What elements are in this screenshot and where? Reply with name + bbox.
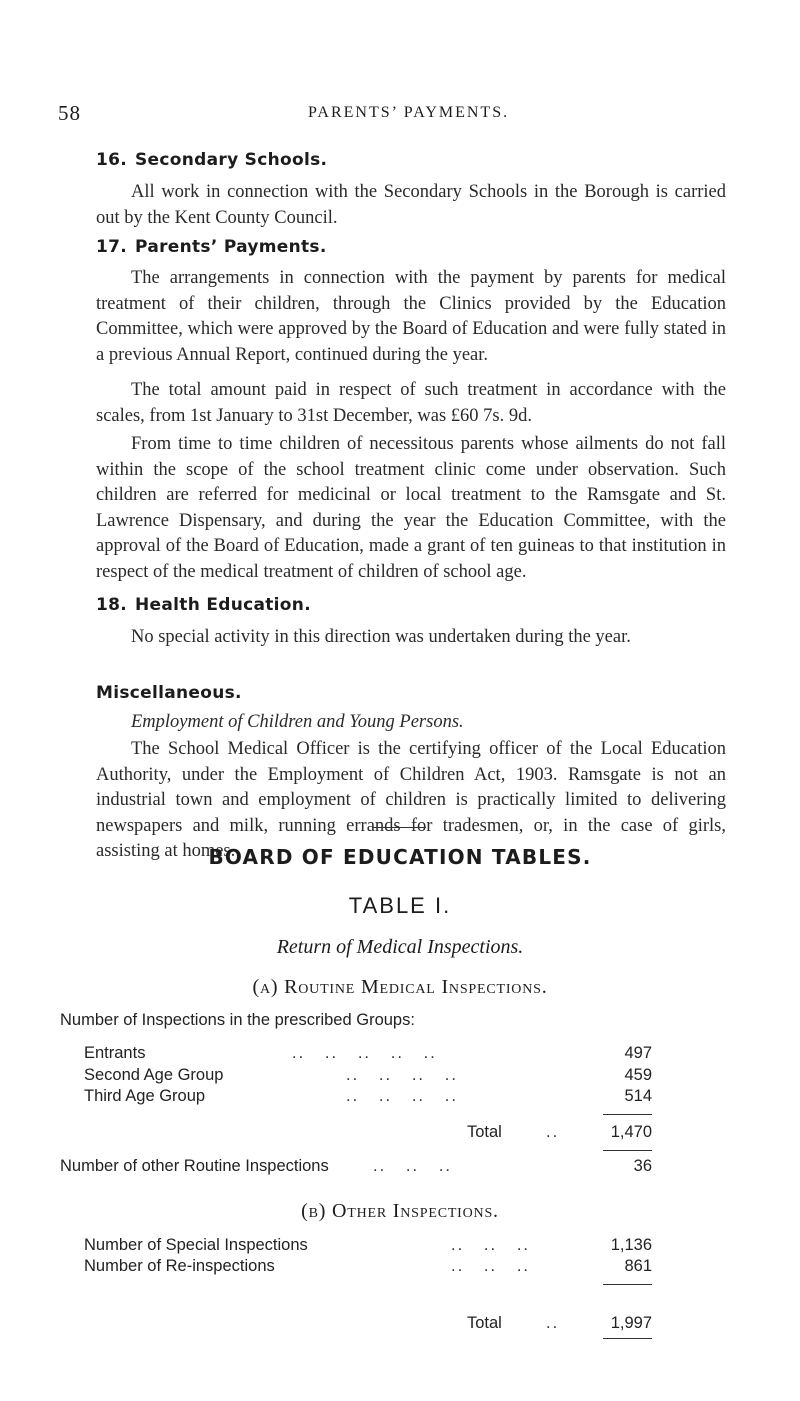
section-17-paragraph-2: The total amount paid in respect of such treatment in accordance with the scales, from 1st January to 31st December, was £60 7s. 9d.	[96, 380, 726, 426]
section-number: 18.	[96, 595, 128, 615]
return-title: Return of Medical Inspections.	[276, 936, 524, 958]
leader-dots: .. .. .. ..	[346, 1066, 458, 1084]
other-inspections-title: (b) Other Inspections.	[301, 1200, 499, 1222]
subtotal-rule	[603, 1114, 652, 1115]
row-label: Number of other Routine Inspections	[60, 1157, 329, 1175]
row-label: Entrants	[84, 1044, 146, 1062]
row-label: Number of Re-inspections	[84, 1257, 275, 1275]
miscellaneous-heading: Miscellaneous.	[96, 683, 242, 703]
routine-inspections-title: (a) Routine Medical Inspections.	[252, 976, 548, 998]
section-17-heading	[96, 237, 327, 257]
miscellaneous-paragraph: The School Medical Officer is the certifying officer of the Local Education Authority, under the Employment of Children Act, 1903. Ramsgate is not an industrial town and employment of children is practically limited to delivering newspapers and milk, running errands for tradesmen, or, in the case of girls, assisting at homes.	[96, 739, 726, 862]
section-18-heading	[96, 595, 311, 615]
running-title: PARENTS’ PAYMENTS.	[308, 104, 510, 121]
inspections-intro: Number of Inspections in the prescribed Groups:	[60, 1011, 415, 1029]
page-number: 58	[58, 101, 81, 125]
leader-dots: .. .. ..	[451, 1257, 531, 1275]
section-divider	[372, 827, 426, 828]
row-value: 1,136	[610, 1236, 652, 1254]
section-number: 17.	[96, 237, 128, 257]
total-rule	[603, 1338, 652, 1339]
section-number: 16.	[96, 150, 128, 170]
total-value: 1,470	[610, 1123, 652, 1141]
total-label: Total	[467, 1123, 502, 1141]
row-label: Second Age Group	[84, 1066, 224, 1084]
row-value: 514	[624, 1087, 652, 1105]
section-title: Parents’ Payments.	[135, 237, 327, 257]
section-title: Health Education.	[135, 595, 311, 615]
subtotal-rule	[603, 1284, 652, 1285]
row-value: 497	[624, 1044, 652, 1062]
total-rule	[603, 1150, 652, 1151]
leader-dots: .. .. .. ..	[346, 1087, 458, 1105]
leader-dots: .. .. .. .. ..	[292, 1044, 437, 1062]
leader-dots: .. .. ..	[451, 1236, 531, 1254]
leader-dots: ..	[546, 1314, 560, 1332]
leader-dots: ..	[546, 1123, 560, 1141]
board-tables-title: BOARD OF EDUCATION TABLES.	[208, 845, 592, 869]
row-label: Third Age Group	[84, 1087, 206, 1105]
section-17-paragraph-3: From time to time children of necessitous parents whose ailments do not fall within the scope of the school treatment clinic come under observation. Such children are referred for medicinal or local treatment to the Ramsgate and St. Lawrence Dispensary, and during the year the Education Committee, with the approval of the Board of Education, made a grant of ten guineas to that institution in respect of the medical treatment of children of school age.	[96, 434, 726, 582]
section-16-paragraph: All work in connection with the Secondary Schools in the Borough is carried out by the Kent County Council.	[96, 182, 726, 228]
leader-dots: .. .. ..	[373, 1157, 453, 1175]
row-value: 459	[624, 1066, 652, 1084]
employment-subtitle: Employment of Children and Young Persons.	[131, 712, 464, 732]
section-title: Secondary Schools.	[135, 150, 328, 170]
table-title: TABLE I.	[348, 893, 452, 918]
row-label: Number of Special Inspections	[84, 1236, 308, 1254]
section-16-heading	[96, 150, 327, 170]
section-17-paragraph-1: The arrangements in connection with the payment by parents for medical treatment of their children, through the Clinics provided by the Education Committee, which were approved by the Board of Education and were fully stated in a previous Annual Report, continued during the year.	[96, 268, 726, 365]
row-value: 36	[633, 1157, 652, 1175]
section-18-paragraph: No special activity in this direction was undertaken during the year.	[131, 627, 631, 647]
row-value: 861	[624, 1257, 652, 1275]
total-value: 1,997	[610, 1314, 652, 1332]
total-label: Total	[467, 1314, 502, 1332]
